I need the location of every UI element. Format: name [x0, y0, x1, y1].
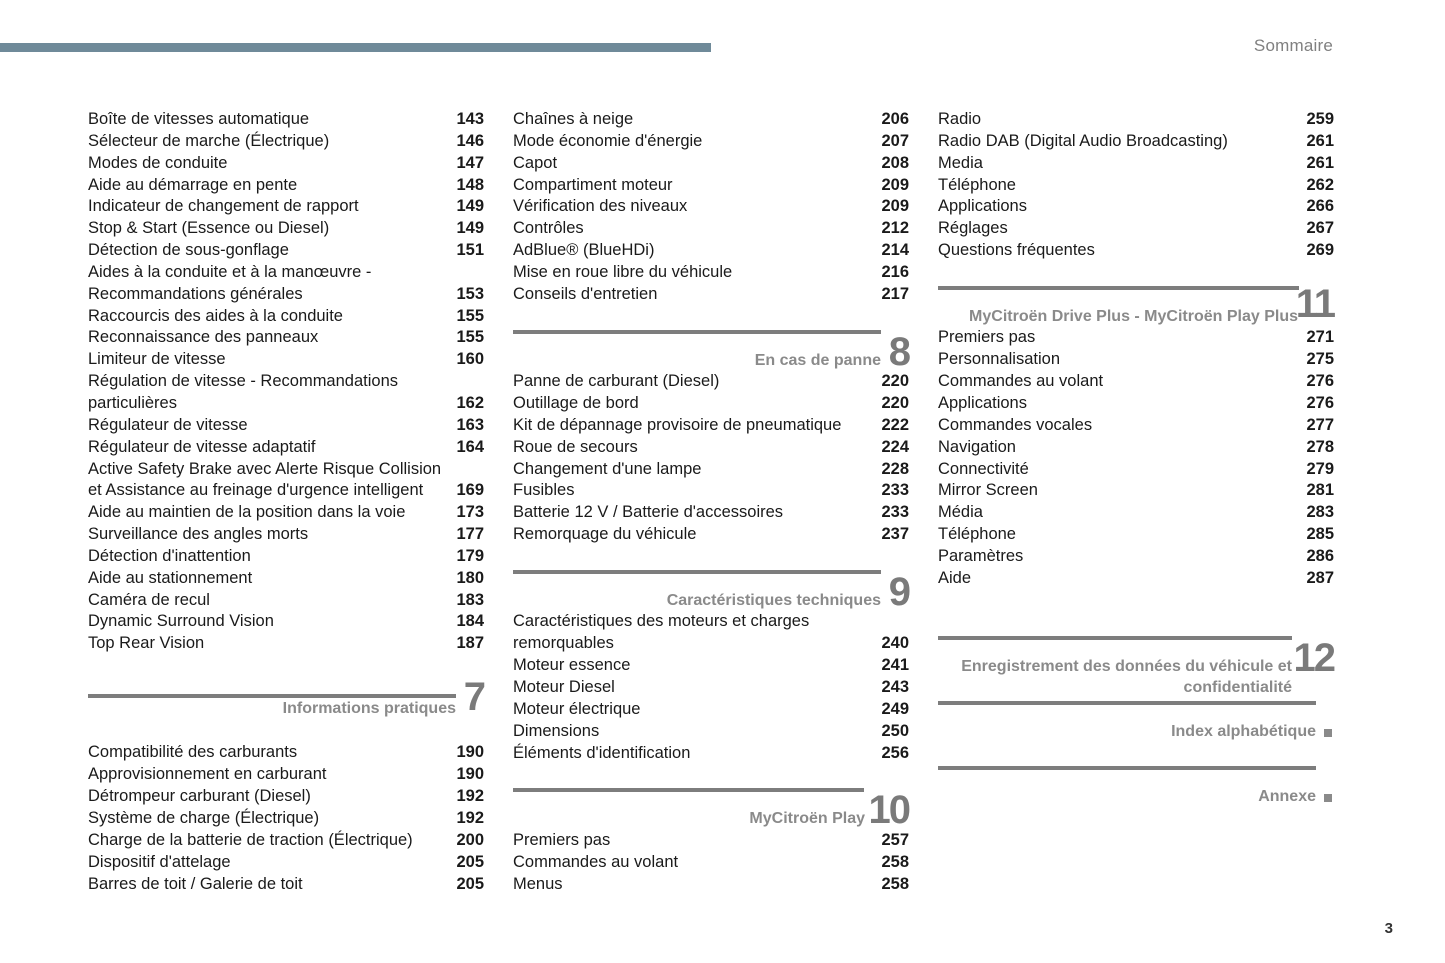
toc-entry-title: Caméra de recul	[88, 590, 210, 609]
toc-entry-page: 163	[456, 415, 484, 434]
chapter-11-heading[interactable]	[938, 262, 1334, 328]
toc-entry[interactable]	[88, 131, 484, 153]
toc-entry-title: Applications	[938, 393, 1027, 412]
toc-entry-page: 192	[456, 808, 484, 827]
toc-entry-title: Media	[938, 153, 983, 172]
toc-entry-page: 271	[1306, 328, 1334, 347]
toc-entry-title: Aide au stationnement	[88, 568, 253, 587]
toc-entry[interactable]	[513, 415, 909, 437]
toc-entry-page: 257	[881, 830, 909, 849]
toc-entry[interactable]	[88, 611, 484, 633]
toc-entry-page: 279	[1306, 459, 1334, 478]
toc-entry[interactable]	[938, 568, 1334, 590]
toc-column-2-chapters	[513, 328, 909, 896]
toc-entry[interactable]	[88, 546, 484, 568]
toc-entry-title: Contrôles	[513, 219, 584, 238]
toc-entry-title: Mode économie d'énergie	[513, 131, 703, 150]
toc-entry[interactable]	[88, 196, 484, 218]
toc-entry-page: 217	[881, 284, 909, 303]
toc-entry-page: 287	[1306, 568, 1334, 587]
toc-entry-page: 180	[456, 568, 484, 587]
toc-entry[interactable]	[513, 852, 909, 874]
toc-entry-page: 143	[456, 110, 484, 128]
index-heading[interactable]	[938, 699, 1334, 765]
toc-entry-page: 155	[456, 328, 484, 347]
toc-entry-page: 261	[1306, 153, 1334, 172]
toc-entry[interactable]	[88, 874, 484, 896]
toc-entry[interactable]	[513, 371, 909, 393]
toc-entry-title: Aide au démarrage en pente	[88, 175, 298, 194]
chapter-title: Informations pratiques	[282, 699, 456, 717]
toc-entry[interactable]	[938, 175, 1334, 197]
chapter-number: 12	[1293, 635, 1334, 680]
annexe-heading[interactable]	[938, 764, 1334, 808]
toc-entry-title: Moteur électrique	[513, 699, 641, 718]
toc-entry-page: 276	[1306, 393, 1334, 412]
toc-entry-page: 237	[881, 525, 909, 544]
toc-entry-page: 259	[1306, 110, 1334, 128]
toc-entry[interactable]	[88, 852, 484, 874]
toc-entry-page: 207	[881, 131, 909, 150]
toc-entry-title: Aide au maintien de la position dans la voie	[88, 503, 406, 522]
page-section-title: Sommaire	[1253, 36, 1333, 55]
chapter-rule	[513, 330, 881, 334]
header-accent-bar	[0, 43, 711, 52]
toc-entry-page: 190	[456, 765, 484, 784]
toc-entry[interactable]	[938, 437, 1334, 459]
toc-entry-title: Dynamic Surround Vision	[88, 612, 274, 631]
toc-entry[interactable]	[88, 153, 484, 175]
toc-entry-page: 169	[456, 481, 484, 500]
toc-entry-title: Détection de sous-gonflage	[88, 241, 289, 260]
toc-entry[interactable]	[513, 677, 909, 699]
toc-entry-title: Aide	[938, 568, 972, 587]
toc-entry[interactable]	[513, 524, 909, 546]
toc-entry-list	[513, 830, 909, 896]
toc-entry[interactable]	[88, 786, 484, 808]
toc-entry-list	[938, 109, 1334, 262]
toc-entry-page: 192	[456, 787, 484, 806]
toc-entry-page: 276	[1306, 372, 1334, 391]
chapter-number: 8	[888, 329, 909, 374]
toc-column-1	[88, 109, 484, 895]
toc-entry[interactable]	[938, 524, 1334, 546]
toc-entry[interactable]	[513, 437, 909, 459]
toc-entry-title: Système de charge (Électrique)	[88, 808, 320, 827]
toc-entry-page: 220	[881, 372, 909, 391]
toc-entry[interactable]	[513, 393, 909, 415]
toc-entry-page: 209	[881, 197, 909, 216]
toc-entry-page: 277	[1306, 415, 1334, 434]
toc-entry-page: 190	[456, 743, 484, 762]
toc-entry-page: 179	[456, 546, 484, 565]
toc-entry[interactable]	[938, 393, 1334, 415]
toc-entry[interactable]	[88, 240, 484, 262]
toc-entry-title: Active Safety Brake avec Alerte Risque Collision et Assistance au freinage d'urgence intelligent	[88, 459, 442, 500]
toc-entry-title: Premiers pas	[938, 328, 1036, 347]
toc-entry[interactable]	[88, 830, 484, 852]
toc-entry-title: Paramètres	[938, 546, 1024, 565]
toc-entry-page: 233	[881, 503, 909, 522]
toc-entry-page: 222	[881, 415, 909, 434]
toc-entry[interactable]	[938, 327, 1334, 349]
toc-entry-page: 220	[881, 394, 909, 413]
toc-entry-title: Mirror Screen	[938, 481, 1038, 500]
toc-entry[interactable]	[88, 109, 484, 131]
toc-entry[interactable]	[938, 371, 1334, 393]
toc-entry[interactable]	[513, 502, 909, 524]
chapter-rule	[938, 701, 1316, 705]
chapter-title-line: Enregistrement des données du véhicule et	[961, 657, 1292, 675]
toc-entry-title: Commandes au volant	[938, 372, 1104, 391]
toc-entry-title: Moteur essence	[513, 656, 631, 675]
toc-entry[interactable]	[513, 240, 909, 262]
toc-entry-title: Fusibles	[513, 481, 575, 500]
toc-entry-title: Panne de carburant (Diesel)	[513, 372, 720, 391]
toc-entry-title: Dimensions	[513, 721, 600, 740]
toc-entry-title: Personnalisation	[938, 350, 1060, 369]
toc-entry-title: Détection d'inattention	[88, 546, 251, 565]
chapter-rule	[938, 636, 1292, 640]
chapter-number: 10	[868, 788, 909, 833]
toc-entry[interactable]	[88, 568, 484, 590]
toc-entry-title: Mise en roue libre du véhicule	[513, 262, 733, 281]
toc-entry[interactable]	[938, 459, 1334, 481]
toc-entry-title: Connectivité	[938, 459, 1029, 478]
toc-entry[interactable]	[938, 131, 1334, 153]
toc-entry-title: Aides à la conduite et à la manœuvre - Recommandations générales	[88, 262, 372, 303]
toc-entry-page: 267	[1306, 219, 1334, 238]
toc-entry[interactable]	[513, 196, 909, 218]
toc-entry-page: 233	[881, 481, 909, 500]
toc-entry[interactable]	[513, 874, 909, 896]
toc-entry[interactable]	[938, 415, 1334, 437]
toc-entry-page: 200	[456, 830, 484, 849]
toc-entry-title: Régulateur de vitesse adaptatif	[88, 437, 316, 456]
toc-entry[interactable]	[513, 655, 909, 677]
square-marker-icon	[1324, 794, 1332, 802]
toc-entry[interactable]	[88, 459, 484, 503]
toc-entry[interactable]	[513, 262, 909, 284]
toc-entry-list	[513, 371, 909, 546]
toc-entry-title: Compartiment moteur	[513, 175, 673, 194]
toc-entry-title: Batterie 12 V / Batterie d'accessoires	[513, 503, 784, 522]
toc-entry-page: 177	[456, 525, 484, 544]
chapter-title: Annexe	[1258, 788, 1316, 806]
toc-entry-title: Commandes au volant	[513, 852, 679, 871]
toc-entry-title: Approvisionnement en carburant	[88, 765, 327, 784]
toc-entry-title: Top Rear Vision	[88, 634, 205, 653]
toc-entry-list	[88, 742, 484, 895]
toc-entry[interactable]	[938, 153, 1334, 175]
toc-entry-page: 258	[881, 874, 909, 893]
toc-entry-page: 153	[456, 284, 484, 303]
toc-entry-title: Boîte de vitesses automatique	[88, 110, 310, 128]
toc-entry[interactable]	[88, 349, 484, 371]
chapter-number: 9	[888, 569, 909, 614]
toc-entry-page: 249	[881, 699, 909, 718]
toc-entry-title: Téléphone	[938, 525, 1016, 544]
toc-entry-page: 285	[1306, 525, 1334, 544]
toc-entry-title: Limiteur de vitesse	[88, 350, 226, 369]
toc-entry-page: 155	[456, 306, 484, 325]
toc-entry-title: Conseils d'entretien	[513, 284, 658, 303]
toc-entry-title: Sélecteur de marche (Électrique)	[88, 131, 330, 150]
toc-entry-page: 224	[881, 437, 909, 456]
toc-entry[interactable]	[88, 306, 484, 328]
chapter-rule	[938, 766, 1316, 770]
toc-entry-title: Surveillance des angles morts	[88, 525, 309, 544]
chapter-title	[932, 656, 1292, 700]
toc-entry-title: Radio DAB (Digital Audio Broadcasting)	[938, 131, 1228, 150]
toc-entry[interactable]	[88, 437, 484, 459]
toc-entry[interactable]	[938, 546, 1334, 568]
toc-entry-page: 208	[881, 153, 909, 172]
toc-entry[interactable]	[88, 524, 484, 546]
toc-entry-title: Moteur Diesel	[513, 678, 615, 697]
toc-entry[interactable]	[88, 218, 484, 240]
toc-entry-list	[938, 327, 1334, 589]
toc-entry-page: 187	[456, 634, 484, 653]
toc-entry[interactable]	[88, 764, 484, 786]
toc-entry[interactable]	[513, 459, 909, 481]
toc-entry[interactable]	[513, 699, 909, 721]
toc-entry-list	[513, 109, 909, 306]
toc-entry[interactable]	[938, 480, 1334, 502]
toc-entry[interactable]	[513, 175, 909, 197]
toc-entry-page: 205	[456, 874, 484, 893]
toc-entry-page: 149	[456, 219, 484, 238]
toc-entry-page: 162	[456, 393, 484, 412]
toc-entry-title: Chaînes à neige	[513, 110, 634, 128]
toc-entry-page: 241	[881, 656, 909, 675]
toc-entry-title: Remorquage du véhicule	[513, 525, 697, 544]
chapter-rule	[938, 286, 1299, 290]
toc-entry-page: 256	[881, 743, 909, 762]
toc-entry[interactable]	[88, 742, 484, 764]
toc-entry-title: Caractéristiques des moteurs et charges remorquables	[513, 612, 810, 653]
toc-entry-title: Commandes vocales	[938, 415, 1093, 434]
chapter-number: 7	[463, 674, 484, 719]
toc-entry[interactable]	[88, 175, 484, 197]
toc-entry[interactable]	[88, 590, 484, 612]
toc-entry-title: Reconnaissance des panneaux	[88, 328, 319, 347]
toc-entry-page: 206	[881, 110, 909, 128]
toc-entry-page: 261	[1306, 131, 1334, 150]
toc-entry-title: Outillage de bord	[513, 394, 639, 413]
chapter-title: Index alphabétique	[1171, 722, 1316, 740]
toc-entry[interactable]	[513, 611, 909, 655]
toc-entry[interactable]	[513, 153, 909, 175]
chapter-title: En cas de panne	[754, 351, 881, 369]
toc-entry[interactable]	[938, 196, 1334, 218]
toc-entry-page: 240	[881, 634, 909, 653]
toc-entry-title: Menus	[513, 874, 563, 893]
toc-entry-title: Applications	[938, 197, 1027, 216]
toc-entry[interactable]	[513, 109, 909, 131]
toc-entry[interactable]	[88, 327, 484, 349]
toc-entry[interactable]	[938, 218, 1334, 240]
toc-entry[interactable]	[513, 284, 909, 306]
toc-entry-page: 269	[1306, 241, 1334, 260]
toc-entry-title: Éléments d'identification	[513, 743, 691, 762]
toc-entry-page: 278	[1306, 437, 1334, 456]
chapter-title-line: confidentialité	[1183, 679, 1292, 697]
toc-entry-page: 173	[456, 503, 484, 522]
toc-entry[interactable]	[88, 262, 484, 306]
toc-entry-title: Vérification des niveaux	[513, 197, 688, 216]
toc-entry[interactable]	[513, 830, 909, 852]
chapter-number: 11	[1295, 281, 1334, 326]
toc-entry[interactable]	[513, 131, 909, 153]
toc-entry-title: Détrompeur carburant (Diesel)	[88, 787, 311, 806]
toc-entry-page: 183	[456, 590, 484, 609]
toc-entry[interactable]	[513, 480, 909, 502]
toc-entry-page: 209	[881, 175, 909, 194]
toc-entry-title: Radio	[938, 110, 982, 128]
toc-entry-title: Capot	[513, 153, 558, 172]
toc-entry-page: 148	[456, 175, 484, 194]
toc-entry-page: 149	[456, 197, 484, 216]
toc-column-3	[938, 109, 1334, 808]
toc-entry-title: Compatibilité des carburants	[88, 743, 298, 762]
toc-entry[interactable]	[938, 502, 1334, 524]
toc-entry-title: Stop & Start (Essence ou Diesel)	[88, 219, 330, 238]
toc-entry[interactable]	[88, 808, 484, 830]
chapter-8-heading[interactable]	[513, 328, 909, 372]
toc-entry-title: Régulateur de vitesse	[88, 415, 248, 434]
chapter-title: MyCitroën Drive Plus - MyCitroën Play Plus	[969, 307, 1298, 325]
toc-entry-title: Questions fréquentes	[938, 241, 1095, 260]
toc-entry-page: 250	[881, 721, 909, 740]
toc-entry-page: 262	[1306, 175, 1334, 194]
toc-entry-title: Modes de conduite	[88, 153, 228, 172]
toc-entry[interactable]	[938, 349, 1334, 371]
chapter-rule	[513, 788, 864, 792]
toc-entry-page: 147	[456, 153, 484, 172]
toc-entry-page: 258	[881, 852, 909, 871]
toc-entry-title: Média	[938, 503, 983, 522]
toc-entry[interactable]	[88, 633, 484, 655]
chapter-7-heading[interactable]	[88, 674, 484, 743]
toc-entry-title: Indicateur de changement de rapport	[88, 197, 359, 216]
chapter-9-heading[interactable]	[513, 546, 909, 612]
toc-entry-page: 283	[1306, 503, 1334, 522]
chapter-title: Caractéristiques techniques	[666, 591, 881, 609]
toc-entry-page: 212	[881, 219, 909, 238]
toc-entry-title: Téléphone	[938, 175, 1016, 194]
toc-entry[interactable]	[513, 721, 909, 743]
toc-entry-page: 205	[456, 852, 484, 871]
toc-entry[interactable]	[88, 371, 484, 415]
toc-entry-page: 266	[1306, 197, 1334, 216]
toc-entry-page: 184	[456, 612, 484, 631]
chapter-12-heading[interactable]	[938, 590, 1334, 699]
toc-entry-title: Régulation de vitesse - Recommandations particulières	[88, 372, 398, 412]
toc-entry-title: AdBlue® (BlueHDi)	[513, 241, 655, 260]
toc-entry[interactable]	[513, 743, 909, 765]
toc-entry[interactable]	[938, 109, 1334, 131]
toc-entry-list	[88, 109, 484, 655]
page-number: 3	[1384, 920, 1393, 937]
toc-entry-title: Raccourcis des aides à la conduite	[88, 306, 343, 325]
chapter-rule	[513, 570, 881, 574]
toc-entry[interactable]	[88, 415, 484, 437]
toc-entry-page: 228	[881, 459, 909, 478]
toc-entry-page: 216	[881, 262, 909, 281]
toc-entry-title: Charge de la batterie de traction (Électrique)	[88, 830, 413, 849]
toc-entry-page: 214	[881, 241, 909, 260]
toc-entry-page: 151	[456, 241, 484, 260]
toc-entry-page: 281	[1306, 481, 1334, 500]
toc-entry-page: 160	[456, 350, 484, 369]
toc-entry-title: Réglages	[938, 219, 1008, 238]
toc-entry-title: Dispositif d'attelage	[88, 852, 231, 871]
toc-entry[interactable]	[513, 218, 909, 240]
toc-entry-page: 243	[881, 678, 909, 697]
toc-entry-title: Changement d'une lampe	[513, 459, 702, 478]
toc-entry-title: Barres de toit / Galerie de toit	[88, 874, 303, 893]
toc-entry-title: Kit de dépannage provisoire de pneumatique	[513, 415, 842, 434]
chapter-title: MyCitroën Play	[749, 810, 865, 828]
toc-entry-title: Navigation	[938, 437, 1016, 456]
toc-entry-page: 146	[456, 131, 484, 150]
toc-entry-title: Premiers pas	[513, 830, 611, 849]
toc-entry-title: Roue de secours	[513, 437, 638, 456]
toc-entry-page: 275	[1306, 350, 1334, 369]
toc-entry[interactable]	[938, 240, 1334, 262]
toc-entry-page: 286	[1306, 546, 1334, 565]
toc-entry[interactable]	[88, 502, 484, 524]
chapter-10-heading[interactable]	[513, 764, 909, 833]
toc-entry-page: 164	[456, 437, 484, 456]
toc-entry-list	[513, 611, 909, 764]
square-marker-icon	[1324, 729, 1332, 737]
